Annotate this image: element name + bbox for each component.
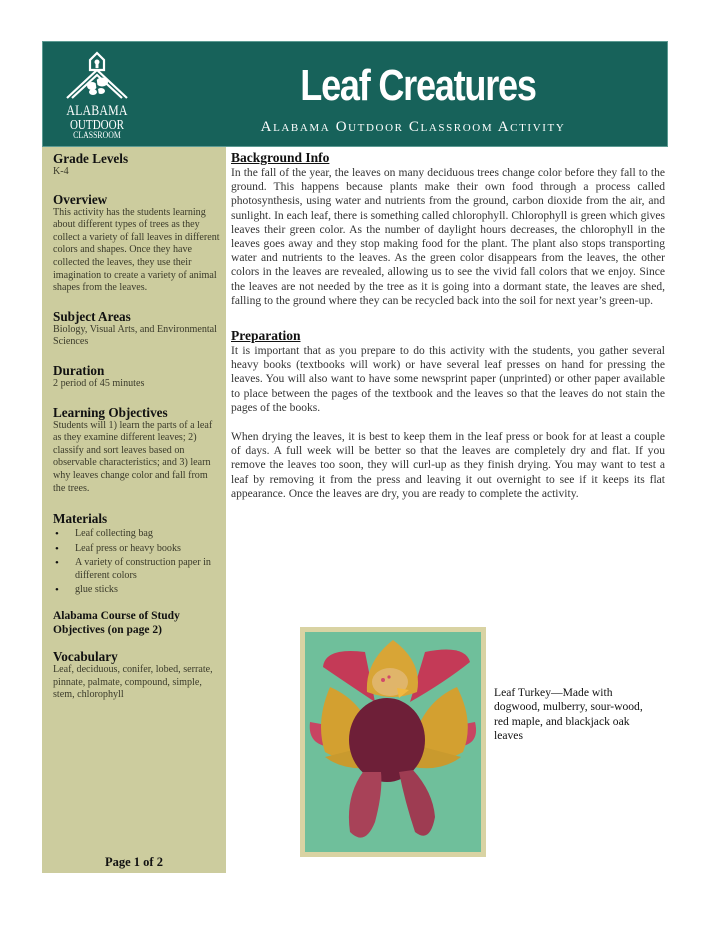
sidebar xyxy=(42,147,226,873)
materials-item: • Leaf collecting bag xyxy=(53,528,220,541)
photo-caption: Leaf Turkey—Made with dogwood, mulberry, sour-wood, red maple, and blackjack oak leaves xyxy=(494,686,643,742)
preparation-section xyxy=(231,328,665,501)
leaf-turkey-illustration xyxy=(305,632,481,852)
background-info-text: In the fall of the year, the leaves on many deciduous trees change color before they fall to the ground. This happens because plants make their own food through a process called photosynthesis, using water and nutrients from the ground, carbon dioxide from the air, and sunlight. In each leaf, there is something called chlorophyll. Chlorophyll is green which gives leaves their green color. As the number of daylight hours decreases, the chlorophyll in the leaves goes away and they stop making food for the plant. The plant also stops transporting water and nutrients to the leaves. As the green color disappears from the leaves, the other colors in the leaves are revealed, allowing us to see the vivid fall colors that we enjoy. Since the leaves are not needed by the tree as it is going into a dormant state, the leaves are shed, falling to the ground where they can be recycled back into the soil for next year’s green-up. xyxy=(231,167,665,307)
grade-levels-heading: Grade Levels xyxy=(53,151,129,166)
overview-text: This activity has the students learning about different types of trees as they collect a variety of fall leaves in different colors and shapes. Once they have collected the leaves, they use their imagination to create a variety of animal shapes from the leaves. xyxy=(53,206,220,294)
course-of-study-line1: Alabama Course of Study xyxy=(53,610,180,623)
materials-heading: Materials xyxy=(53,511,108,527)
background-info-section xyxy=(231,150,665,308)
logo-line-alabama: ALABAMA xyxy=(66,103,128,119)
subject-areas-text: Biology, Visual Arts, and Environmental Sciences xyxy=(53,323,217,348)
header-banner xyxy=(42,41,668,147)
course-of-study-line2: Objectives (on page 2) xyxy=(53,624,162,637)
main-content xyxy=(231,150,665,501)
course-of-study-section xyxy=(53,609,220,637)
materials-item: • glue sticks xyxy=(53,584,220,597)
learning-objectives-heading: Learning Objectives xyxy=(53,404,168,420)
schoolhouse-butterfly-icon xyxy=(65,48,129,104)
learning-objectives-text: Students will 1) learn the parts of a leaf as they examine different leaves; 2) classify and sort leaves based on observable characteristics; and 3) learn why leaves change color and fall from the trees. xyxy=(53,419,213,494)
logo-line-classroom: CLASSROOM xyxy=(73,131,121,141)
materials-section xyxy=(53,511,220,597)
overview-heading: Overview xyxy=(53,191,108,207)
duration-heading: Duration xyxy=(53,362,105,378)
leaf-turkey-photo xyxy=(300,627,486,857)
photo-background xyxy=(305,632,481,852)
page-subtitle: Alabama Outdoor Classroom Activity xyxy=(260,119,566,135)
alabama-outdoor-classroom-logo xyxy=(51,48,143,144)
page-number: Page 1 of 2 xyxy=(105,855,163,869)
subject-areas-heading: Subject Areas xyxy=(53,308,131,324)
preparation-heading: Preparation xyxy=(231,328,301,344)
vocabulary-heading: Vocabulary xyxy=(53,649,118,665)
preparation-paragraph-1: It is important that as you prepare to do this activity with the students, you gather several heavy books (textbooks will work) or have several leaf presses on hand for pressing the leaves. You will also want to have some newsprint paper (unprinted) or other paper available to place between the pages of the textbook and the leaves so that the leaves do not stain the pages of the books. xyxy=(231,345,665,414)
overview-section xyxy=(53,192,220,295)
materials-list xyxy=(53,528,220,597)
duration-section xyxy=(53,363,220,391)
materials-item: • Leaf press or heavy books xyxy=(53,543,220,556)
grade-levels-text: K-4 xyxy=(53,166,69,177)
duration-text: 2 period of 45 minutes xyxy=(53,377,145,389)
background-info-heading: Background Info xyxy=(231,150,330,165)
preparation-paragraph-2: When drying the leaves, it is best to keep them in the leaf press or book for at least a couple of days. A full week will be better so that the leaves are completely dry and flat. If you remove the leaves too soon, they will curl-up as they finish drying. You may want to test a leaf by removing it from the press and leaving it out overnight to see if it keeps its flat appearance. Once the leaves are dry, you are ready to complete the activity. xyxy=(231,431,665,500)
page-title: Leaf Creatures xyxy=(300,61,536,110)
vocabulary-text: Leaf, deciduous, conifer, lobed, serrate, pinnate, palmate, compound, simple, stem, chlorophyll xyxy=(53,664,213,701)
subject-areas-section xyxy=(53,309,220,349)
grade-levels-section xyxy=(53,151,220,179)
vocabulary-section xyxy=(53,649,220,702)
learning-objectives-section xyxy=(53,405,220,496)
logo-line-outdoor: OUTDOOR xyxy=(69,117,125,132)
materials-item: • A variety of construction paper in different colors xyxy=(53,557,220,582)
